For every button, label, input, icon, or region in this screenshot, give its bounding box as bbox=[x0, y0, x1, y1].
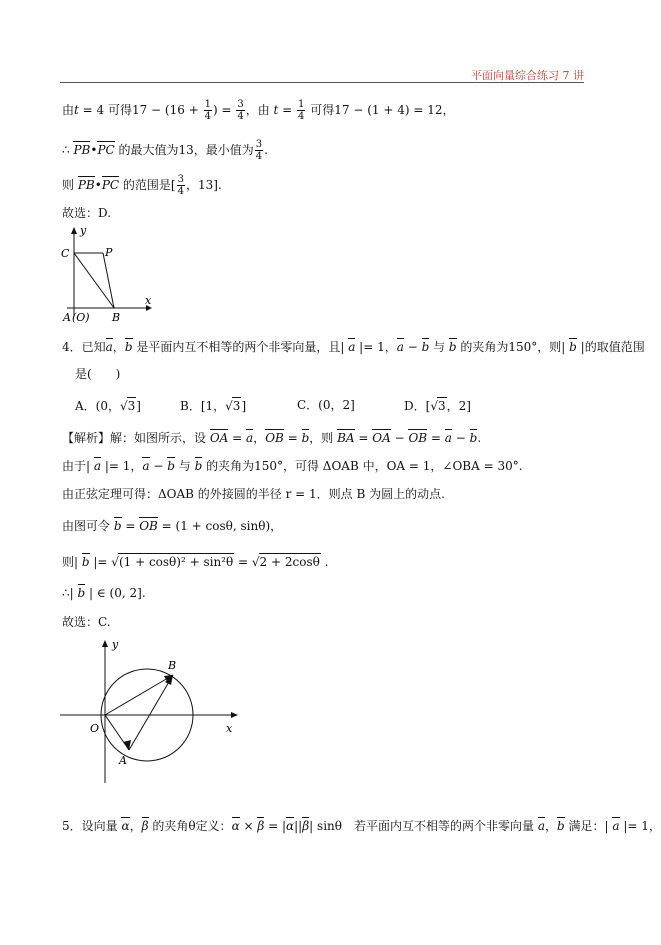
analysis-line-3: 由正弦定理可得：ΔOAB 的外接圆的半径 r = 1．则点 B 为圆上的动点. bbox=[62, 487, 445, 501]
question-4-stem-cont: 是( ) bbox=[75, 367, 121, 381]
label-a: A bbox=[63, 311, 71, 324]
option-c: C．(0，2] bbox=[297, 398, 355, 412]
solution-line-3: 则 PB•PC 的范围是[ $\frac{3}{4}$ ，13]. bbox=[62, 174, 222, 197]
analysis-answer: 故选：C. bbox=[62, 615, 111, 629]
label-p: P bbox=[105, 246, 113, 259]
label-b: B bbox=[168, 659, 177, 672]
analysis-line-6: ∴| b | ∈ (0, 2]. bbox=[62, 586, 146, 600]
solution-line-1: 由t = 4 可得17 − (16 + $\frac{1}{4}$ ) = $\frac{3}{4}$ ，由 t = $\frac{1}{4}$ 可得17 − (1 + 4) = 12， bbox=[62, 99, 455, 122]
label-o: (O) bbox=[72, 311, 90, 324]
label-c: C bbox=[61, 247, 70, 260]
label-b: B bbox=[112, 311, 121, 324]
label-x: x bbox=[226, 722, 233, 735]
label-a: A bbox=[119, 754, 127, 767]
analysis-line-2: 由于| a |= 1，a − b 与 b 的夹角为150°，可得 ΔOAB 中，OA = 1，∠OBA = 30°. bbox=[62, 459, 523, 473]
x-axis-arrow bbox=[231, 712, 238, 718]
question-5-stem: 5．设向量 α，β 的夹角θ定义：α × β = |α||β| sinθ 若平面内互不相等的两个非零向量 a，b 满足：| a |= 1， bbox=[62, 819, 661, 833]
option-a: A．(0，√3] bbox=[75, 399, 141, 413]
y-axis-arrow bbox=[102, 640, 108, 647]
analysis-line-5: 则| b |= √(1 + cosθ)² + sin²θ = √2 + 2cosθ . bbox=[62, 555, 329, 569]
solution-line-2: ∴ PB•PC 的最大值为13，最小值为 $\frac{3}{4}$ . bbox=[62, 139, 268, 162]
question-4-stem: 4．已知a，b 是平面内互不相等的两个非零向量，且| a |= 1，a − b 与 b 的夹角为150°，则| b |的取值范围 bbox=[62, 340, 645, 354]
label-o: O bbox=[90, 722, 100, 735]
vector-ab bbox=[129, 675, 173, 750]
figure-rectangle-diagram bbox=[58, 224, 158, 324]
y-axis-arrow bbox=[71, 227, 77, 234]
header-rule bbox=[60, 82, 584, 83]
option-d: D．[√3，2] bbox=[404, 399, 471, 413]
label-x: x bbox=[145, 294, 152, 307]
label-y: y bbox=[112, 638, 119, 651]
analysis-line-1: 【解析】解：如图所示，设 OA = a，OB = b，则 BA = OA − OB = a − b. bbox=[62, 431, 482, 445]
figure-circle-diagram bbox=[55, 633, 255, 793]
vector-ob bbox=[105, 675, 173, 715]
label-y: y bbox=[80, 224, 87, 237]
solution-answer: 故选：D. bbox=[62, 206, 112, 220]
option-b: B．[1，√3] bbox=[180, 399, 247, 413]
analysis-line-4: 由图可令 b = OB = (1 + cosθ, sinθ)， bbox=[62, 519, 283, 533]
header-title: 平面向量综合练习 7 讲 bbox=[471, 69, 584, 82]
